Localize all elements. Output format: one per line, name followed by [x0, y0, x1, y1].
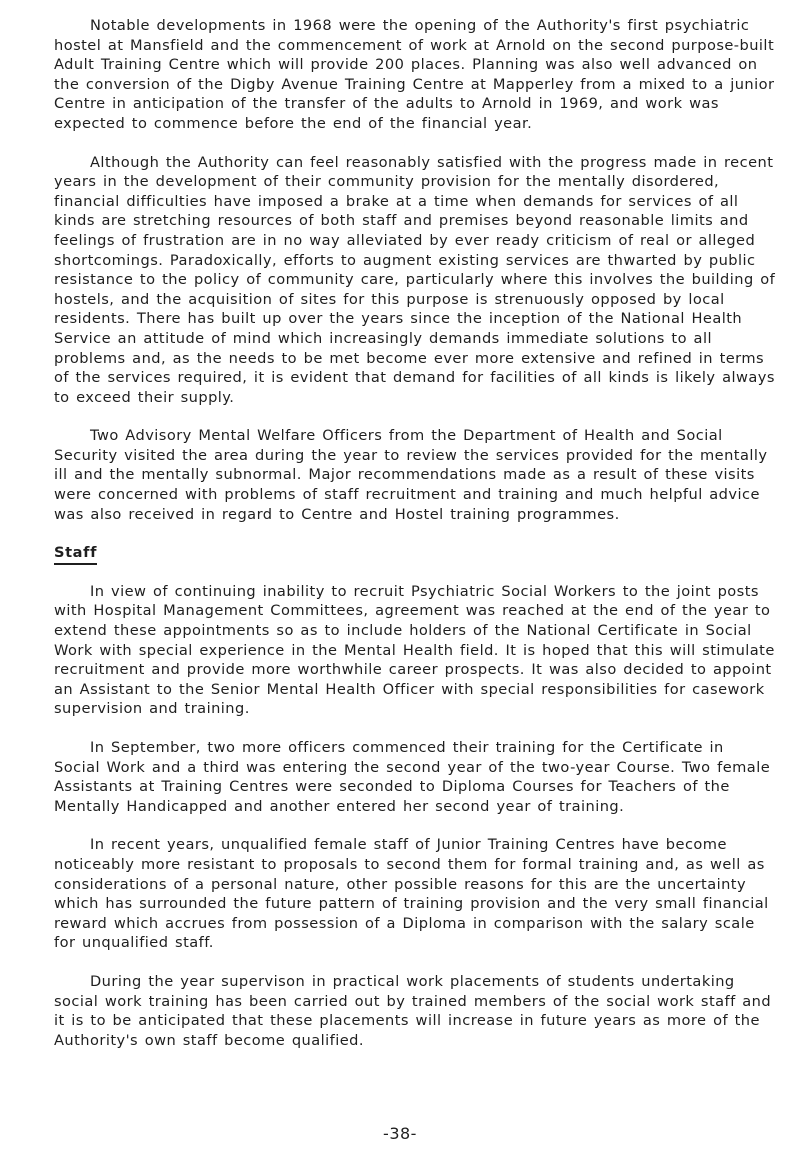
page-number: -38- — [383, 1124, 417, 1143]
paragraph-staff-training: In September, two more officers commenced their training for the Certificate in Social Work and a third was entering the second year of the two-year Course. Two female Assistants at Training Centres were seconded to Diploma Courses for Teachers of the Mentally Handicapped and another entered her second year of training. — [54, 739, 771, 815]
document-page — [54, 16, 776, 1050]
paragraph-community-provision: Although the Authority can feel reasonably satisfied with the progress made in recent years in the development of their community provision for the mentally disordered, financial difficulties have imposed a brake at a time when demands for services of all kinds are stretching resources of both staff and premises beyond reasonable limits and feelings of frustration are in no way alleviated by ever ready criticism of real or alleged shortcomings. Paradoxically, efforts to augment existing services are thwarted by public resistance to the policy of community care, particularly where this involves the building of hostels, and the acquisition of sites for this purpose is strenuously opposed by local residents. There has built up over the years since the inception of the National Health Service an attitude of mind which increasingly demands immediate solutions to all problems and, as the needs to be met become ever more extensive and refined in terms of the services required, it is evident that demand for facilities of all kinds is likely always to exceed their supply. — [54, 153, 776, 406]
paragraph-work-placements: During the year supervison in practical work placements of students undertaking social work training has been carried out by trained members of the social work staff and it is to be anticipated that these placements will increase in future years as more of the Authority's own staff become qualified. — [54, 972, 772, 1049]
staff-section — [54, 524, 776, 565]
paragraph-advisory-officers: Two Advisory Mental Welfare Officers from the Department of Health and Social Security visited the area during the year to review the services provided for the mentally ill and the mentally subnormal. Major recommendations made as a result of these visits were concerned with problems of staff recruitment and training and much helpful advice was also received in regard to Centre and Hostel training programmes. — [54, 427, 768, 523]
paragraph-unqualified-staff: In recent years, unqualified female staff of Junior Training Centres have become noticeably more resistant to proposals to second them for formal training and, as well as considerations of a personal nature, other possible reasons for this are the uncertainty which has surrounded the future pattern of training provision and the very small financial reward which accrues from possession of a Diploma in comparison with the salary scale for unqualified staff. — [54, 836, 769, 952]
paragraph-staff-recruitment: In view of continuing inability to recruit Psychiatric Social Workers to the joint posts with Hospital Management Committees, agreement was reached at the end of the year to extend these appointments so as to include holders of the National Certificate in Social Work with special experience in the Mental Health field. It is hoped that this will stimulate recruitment and provide more worthwhile career prospects. It was also decided to appoint an Assistant to the Senior Mental Health Officer with special responsibilities for casework supervision and training. — [54, 582, 775, 718]
section-heading-staff: Staff — [54, 543, 97, 565]
paragraph-developments-1968: Notable developments in 1968 were the opening of the Authority's first psychiatric hostel at Mansfield and the commencement of work at Arnold on the second purpose-built Adult Training Centre which will provide 200 places. Planning was also well advanced on the conversion of the Digby Avenue Training Centre at Mapperley from a mixed to a junior Centre in anticipation of the transfer of the adults to Arnold in 1969, and work was expected to commence before the end of the financial year. — [54, 17, 775, 132]
